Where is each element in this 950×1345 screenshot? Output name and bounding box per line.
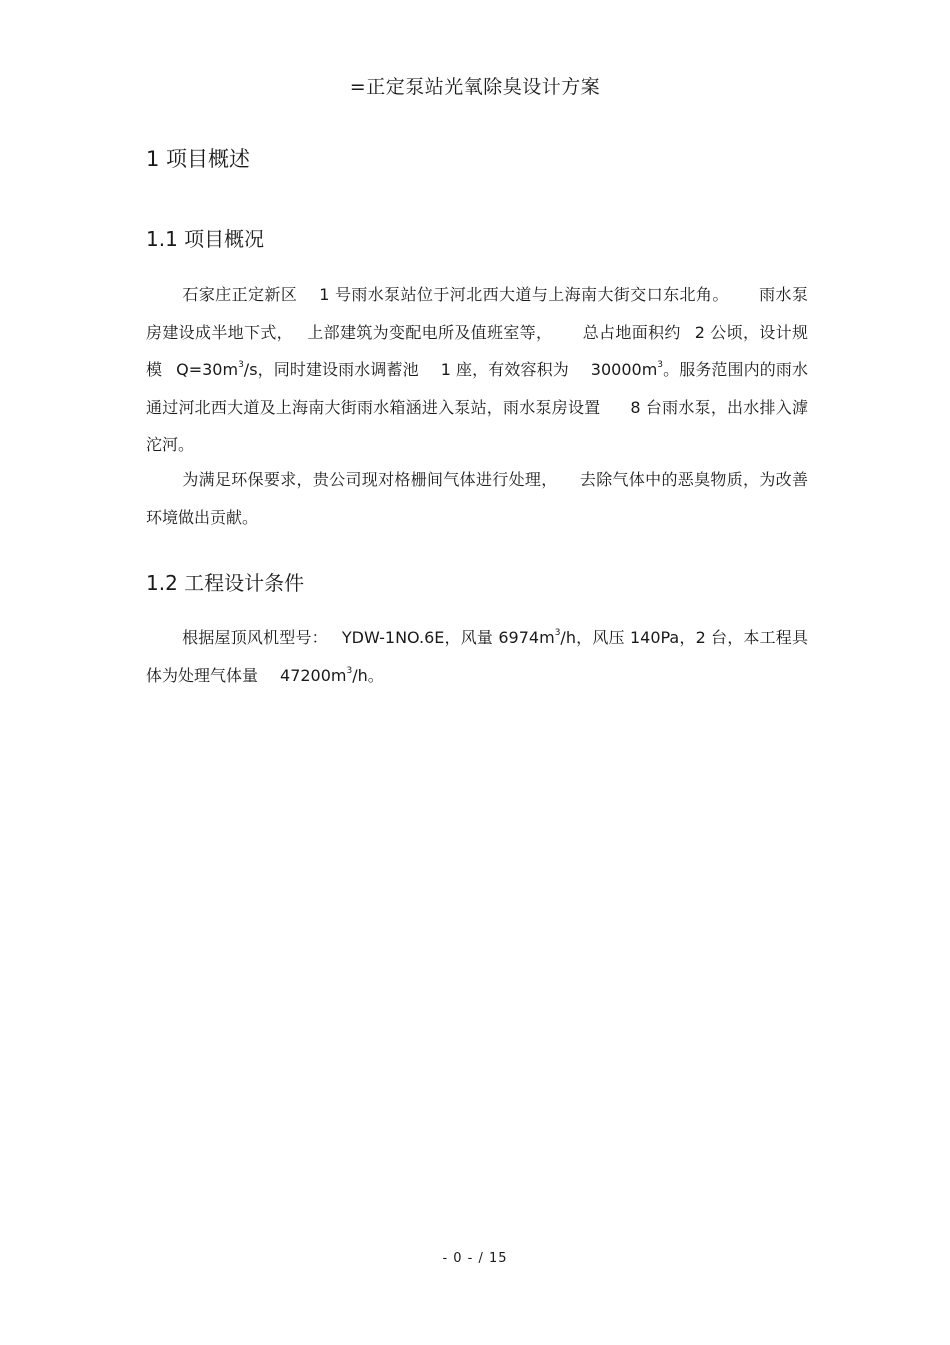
superscript: 3 [657,360,664,370]
text-run: /h。 [352,665,384,685]
text-run: 30000m [590,360,658,379]
text-run: 石家庄正定新区 [182,285,298,304]
text-run: Q=30m [176,360,239,379]
superscript: 3 [346,665,353,676]
page-number-footer: - 0 - / 15 [442,1251,508,1266]
text-run: 。服务范围内的雨水通过河北西大道及上海南大街雨水箱涵进入泵站，雨水泵房设置 [146,360,808,417]
superscript: 3 [238,360,244,370]
text-run: 去除气体中的恶臭物质，为改善环境做出贡献。 [146,470,808,527]
text-run: 雨水泵房建设成半地下式， [146,285,808,342]
superscript: 3 [554,628,561,638]
text-run: 1 号雨水泵站位于河北西大道与上海南大街交口东北角。 [319,285,729,304]
text-run: 根据屋顶风机型号： [182,628,328,647]
text-run: YDW-1NO.6E，风量 6974m [341,628,555,647]
text-run: 2 公顷，设计规模 [146,322,808,379]
section-heading-1-2: 1.2 工程设计条件 [146,571,305,595]
text-run: 总占地面积约 [582,322,681,342]
section-heading-1: 1 项目概述 [146,147,251,171]
section-heading-1-1: 1.1 项目概况 [146,227,265,251]
text-run: 上部建筑为变配电所及值班室等， [307,322,553,342]
project-overview-paragraph [146,276,808,464]
text-run: 8 台雨水泵，出水排入滹沱河。 [146,397,808,454]
text-run: /s，同时建设雨水调蓄池 [243,360,419,379]
design-conditions-paragraph [146,619,808,694]
purpose-paragraph [146,461,808,536]
text-run: 为满足环保要求，贵公司现对格栅间气体进行处理， [182,470,558,489]
text-run: /h，风压 140Pa，2 台，本工程具体为处理气体量 [146,628,808,685]
document-title: =正定泵站光氧除臭设计方案 [349,76,601,98]
text-run: 47200m [280,665,347,685]
text-run: 1 座，有效容积为 [440,360,569,379]
